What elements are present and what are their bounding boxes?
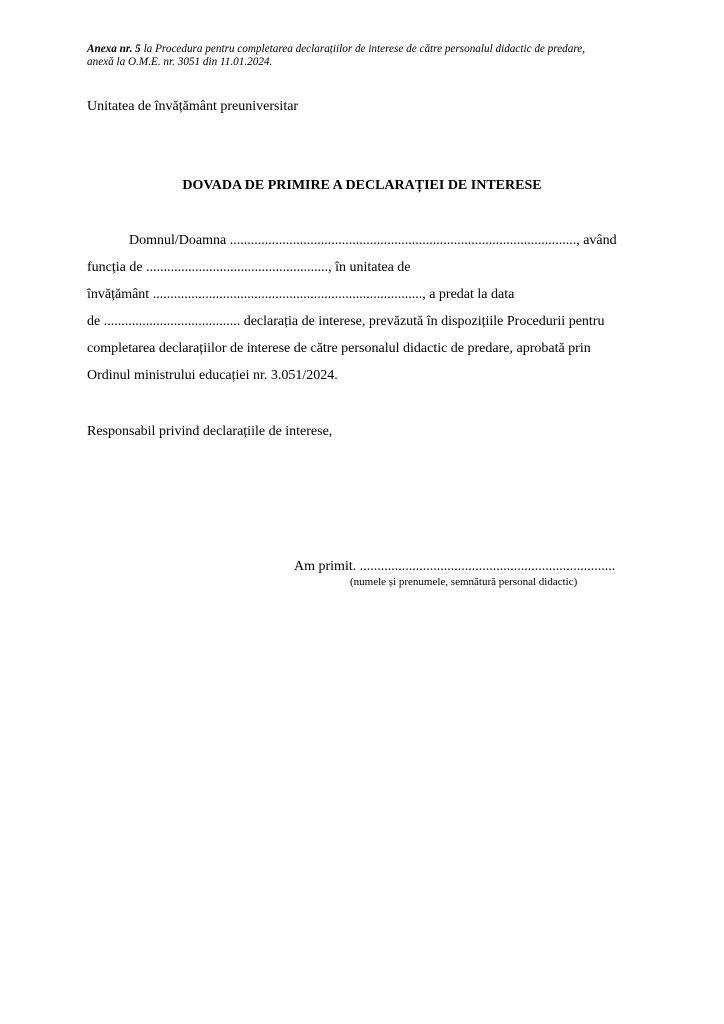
responsible-label: Responsabil privind declarațiile de interese, [87, 424, 333, 439]
received-signature-note: (numele și prenumele, semnătură personal didactic) [350, 576, 578, 588]
body-line-2: funcția de ...................................................., în unitatea de [87, 260, 411, 275]
annex-header-line-2: anexă la O.M.E. nr. 3051 din 11.01.2024. [87, 56, 273, 68]
document-title: DOVADA DE PRIMIRE A DECLARAȚIEI DE INTERESE [182, 178, 542, 193]
body-line-6: Ordinul ministrului educației nr. 3.051/2024. [87, 368, 338, 383]
annex-label: Anexa nr. 5 [87, 43, 141, 55]
received-signature-line: Am primit. ......................................................................... [294, 559, 616, 574]
annex-header-line-1 [87, 43, 585, 56]
body-line-1: Domnul/Doamna ..................................................................................................., având [129, 233, 617, 248]
unit-label: Unitatea de învățământ preuniversitar [87, 99, 299, 114]
body-line-3: învățământ ............................................................................., a predat la data [87, 287, 515, 302]
body-line-5: completarea declarațiilor de interese de către personalul didactic de predare, aprobată prin [87, 341, 591, 356]
annex-header-text: la Procedura pentru completarea declarațiilor de interese de către personalul didactic de predare, [140, 43, 586, 55]
annex-header [87, 43, 585, 69]
body-line-4: de ....................................... declarația de interese, prevăzută în dispozițiile Procedurii pentru [87, 314, 605, 329]
